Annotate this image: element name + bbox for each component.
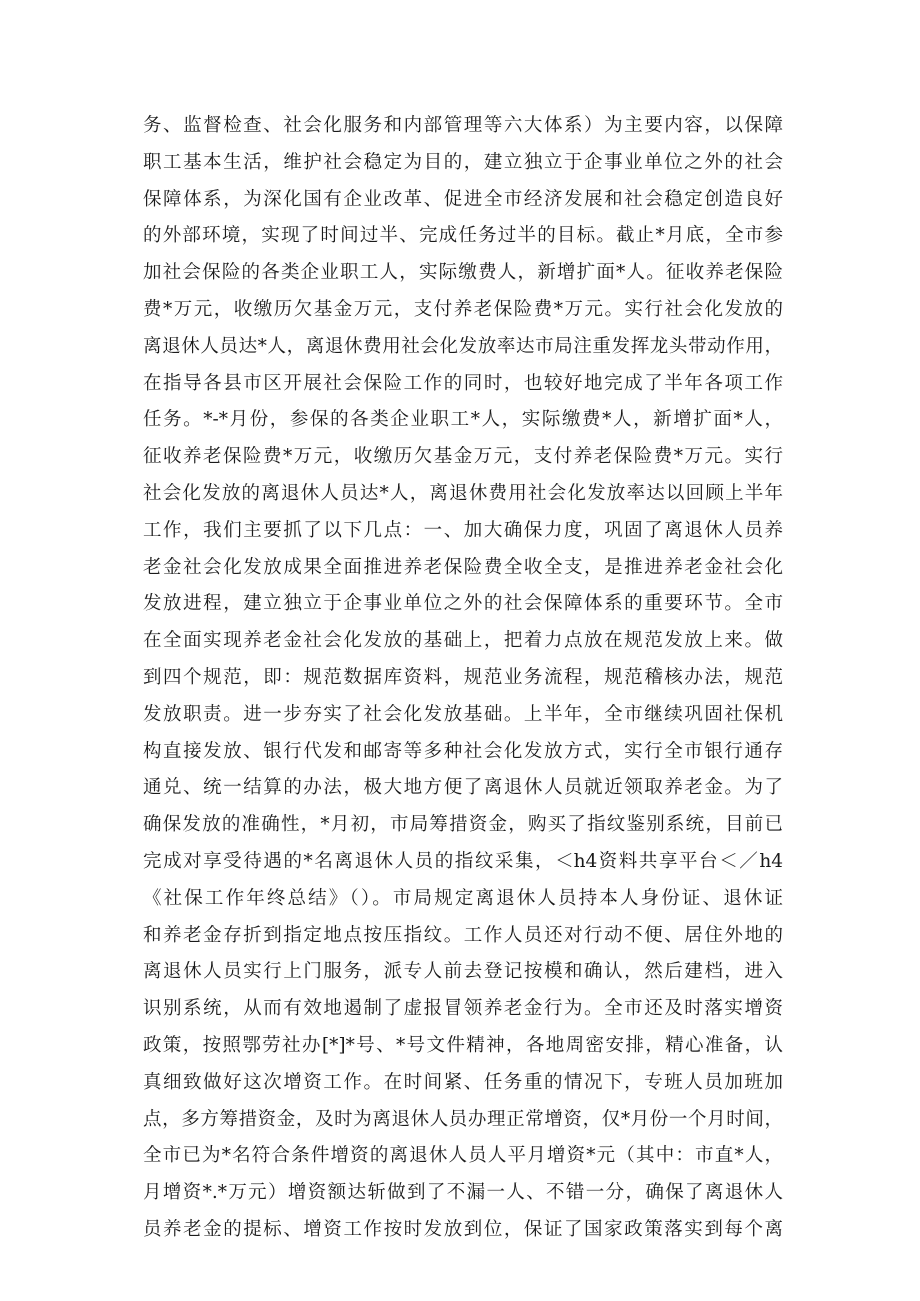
text-line: 的外部环境，实现了时间过半、完成任务过半的目标。截止*月底，全市参 (143, 225, 783, 247)
text-line: 加社会保险的各类企业职工人，实际缴费人，新增扩面*人。征收养老保险 (143, 262, 783, 284)
text-line: 在全面实现养老金社会化发放的基础上，把着力点放在规范发放上来。做 (143, 630, 783, 652)
text-line: 保障体系，为深化国有企业改革、促进全市经济发展和社会稳定创造良好 (143, 188, 783, 210)
text-line: 全市已为*名符合条件增资的离退休人员人平月增资*元（其中：市直*人， (143, 1145, 783, 1167)
text-line: 社会化发放的离退休人员达*人，离退休费用社会化发放率达以回顾上半年 (143, 482, 783, 504)
text-line: 发放职责。进一步夯实了社会化发放基础。上半年，全市继续巩固社保机 (143, 703, 783, 725)
text-line: 任务。*-*月份，参保的各类企业职工*人，实际缴费*人，新增扩面*人， (143, 409, 783, 431)
text-line: 务、监督检查、社会化服务和内部管理等六大体系）为主要内容，以保障 (143, 115, 783, 136)
text-line: 费*万元，收缴历欠基金万元，支付养老保险费*万元。实行社会化发放的 (143, 298, 783, 320)
text-line: 离退休人员达*人，离退休费用社会化发放率达市局注重发挥龙头带动作用， (143, 335, 783, 357)
text-line: 老金社会化发放成果全面推进养老保险费全收全支，是推进养老金社会化 (143, 556, 783, 578)
text-line: 月增资*.*万元）增资额达斩做到了不漏一人、不错一分，确保了离退休人 (143, 1182, 783, 1204)
text-line: 完成对享受待遇的*名离退休人员的指纹采集，＜h4资料共享平台＜／h4 (143, 850, 783, 872)
text-line: 征收养老保险费*万元，收缴历欠基金万元，支付养老保险费*万元。实行 (143, 446, 783, 468)
text-line: 确保发放的准确性，*月初，市局筹措资金，购买了指纹鉴别系统，目前已 (143, 814, 783, 836)
text-line: 到四个规范，即：规范数据库资料，规范业务流程，规范稽核办法，规范 (143, 666, 783, 688)
text-line: 和养老金存折到指定地点按压指纹。工作人员还对行动不便、居住外地的 (143, 924, 783, 946)
text-line: 员养老金的提标、增资工作按时发放到位，保证了国家政策落实到每个离 (143, 1218, 783, 1240)
text-line: 点，多方筹措资金，及时为离退休人员办理正常增资，仅*月份一个月时间， (143, 1108, 783, 1130)
text-line: 职工基本生活，维护社会稳定为目的，建立独立于企事业单位之外的社会 (143, 151, 783, 173)
text-line: 构直接发放、银行代发和邮寄等多种社会化发放方式，实行全市银行通存 (143, 740, 783, 762)
text-line: 政策，按照鄂劳社办[*]*号、*号文件精神，各地周密安排，精心准备，认 (143, 1034, 783, 1056)
text-line: 识别系统，从而有效地遏制了虚报冒领养老金行为。全市还及时落实增资 (143, 998, 783, 1020)
text-line: 真细致做好这次增资工作。在时间紧、任务重的情况下，专班人员加班加 (143, 1071, 783, 1093)
text-line: 发放进程，建立独立于企事业单位之外的社会保障体系的重要环节。全市 (143, 593, 783, 615)
body-paragraph (143, 108, 783, 1249)
text-line: 离退休人员实行上门服务，派专人前去登记按模和确认，然后建档，进入 (143, 961, 783, 983)
text-line: 《社保工作年终总结》（）。市局规定离退休人员持本人身份证、退休证 (143, 887, 783, 909)
text-line: 工作，我们主要抓了以下几点：一、加大确保力度，巩固了离退休人员养 (143, 519, 783, 541)
text-line: 在指导各县市区开展社会保险工作的同时，也较好地完成了半年各项工作 (143, 372, 783, 394)
text-line: 通兑、统一结算的办法，极大地方便了离退休人员就近领取养老金。为了 (143, 777, 783, 799)
